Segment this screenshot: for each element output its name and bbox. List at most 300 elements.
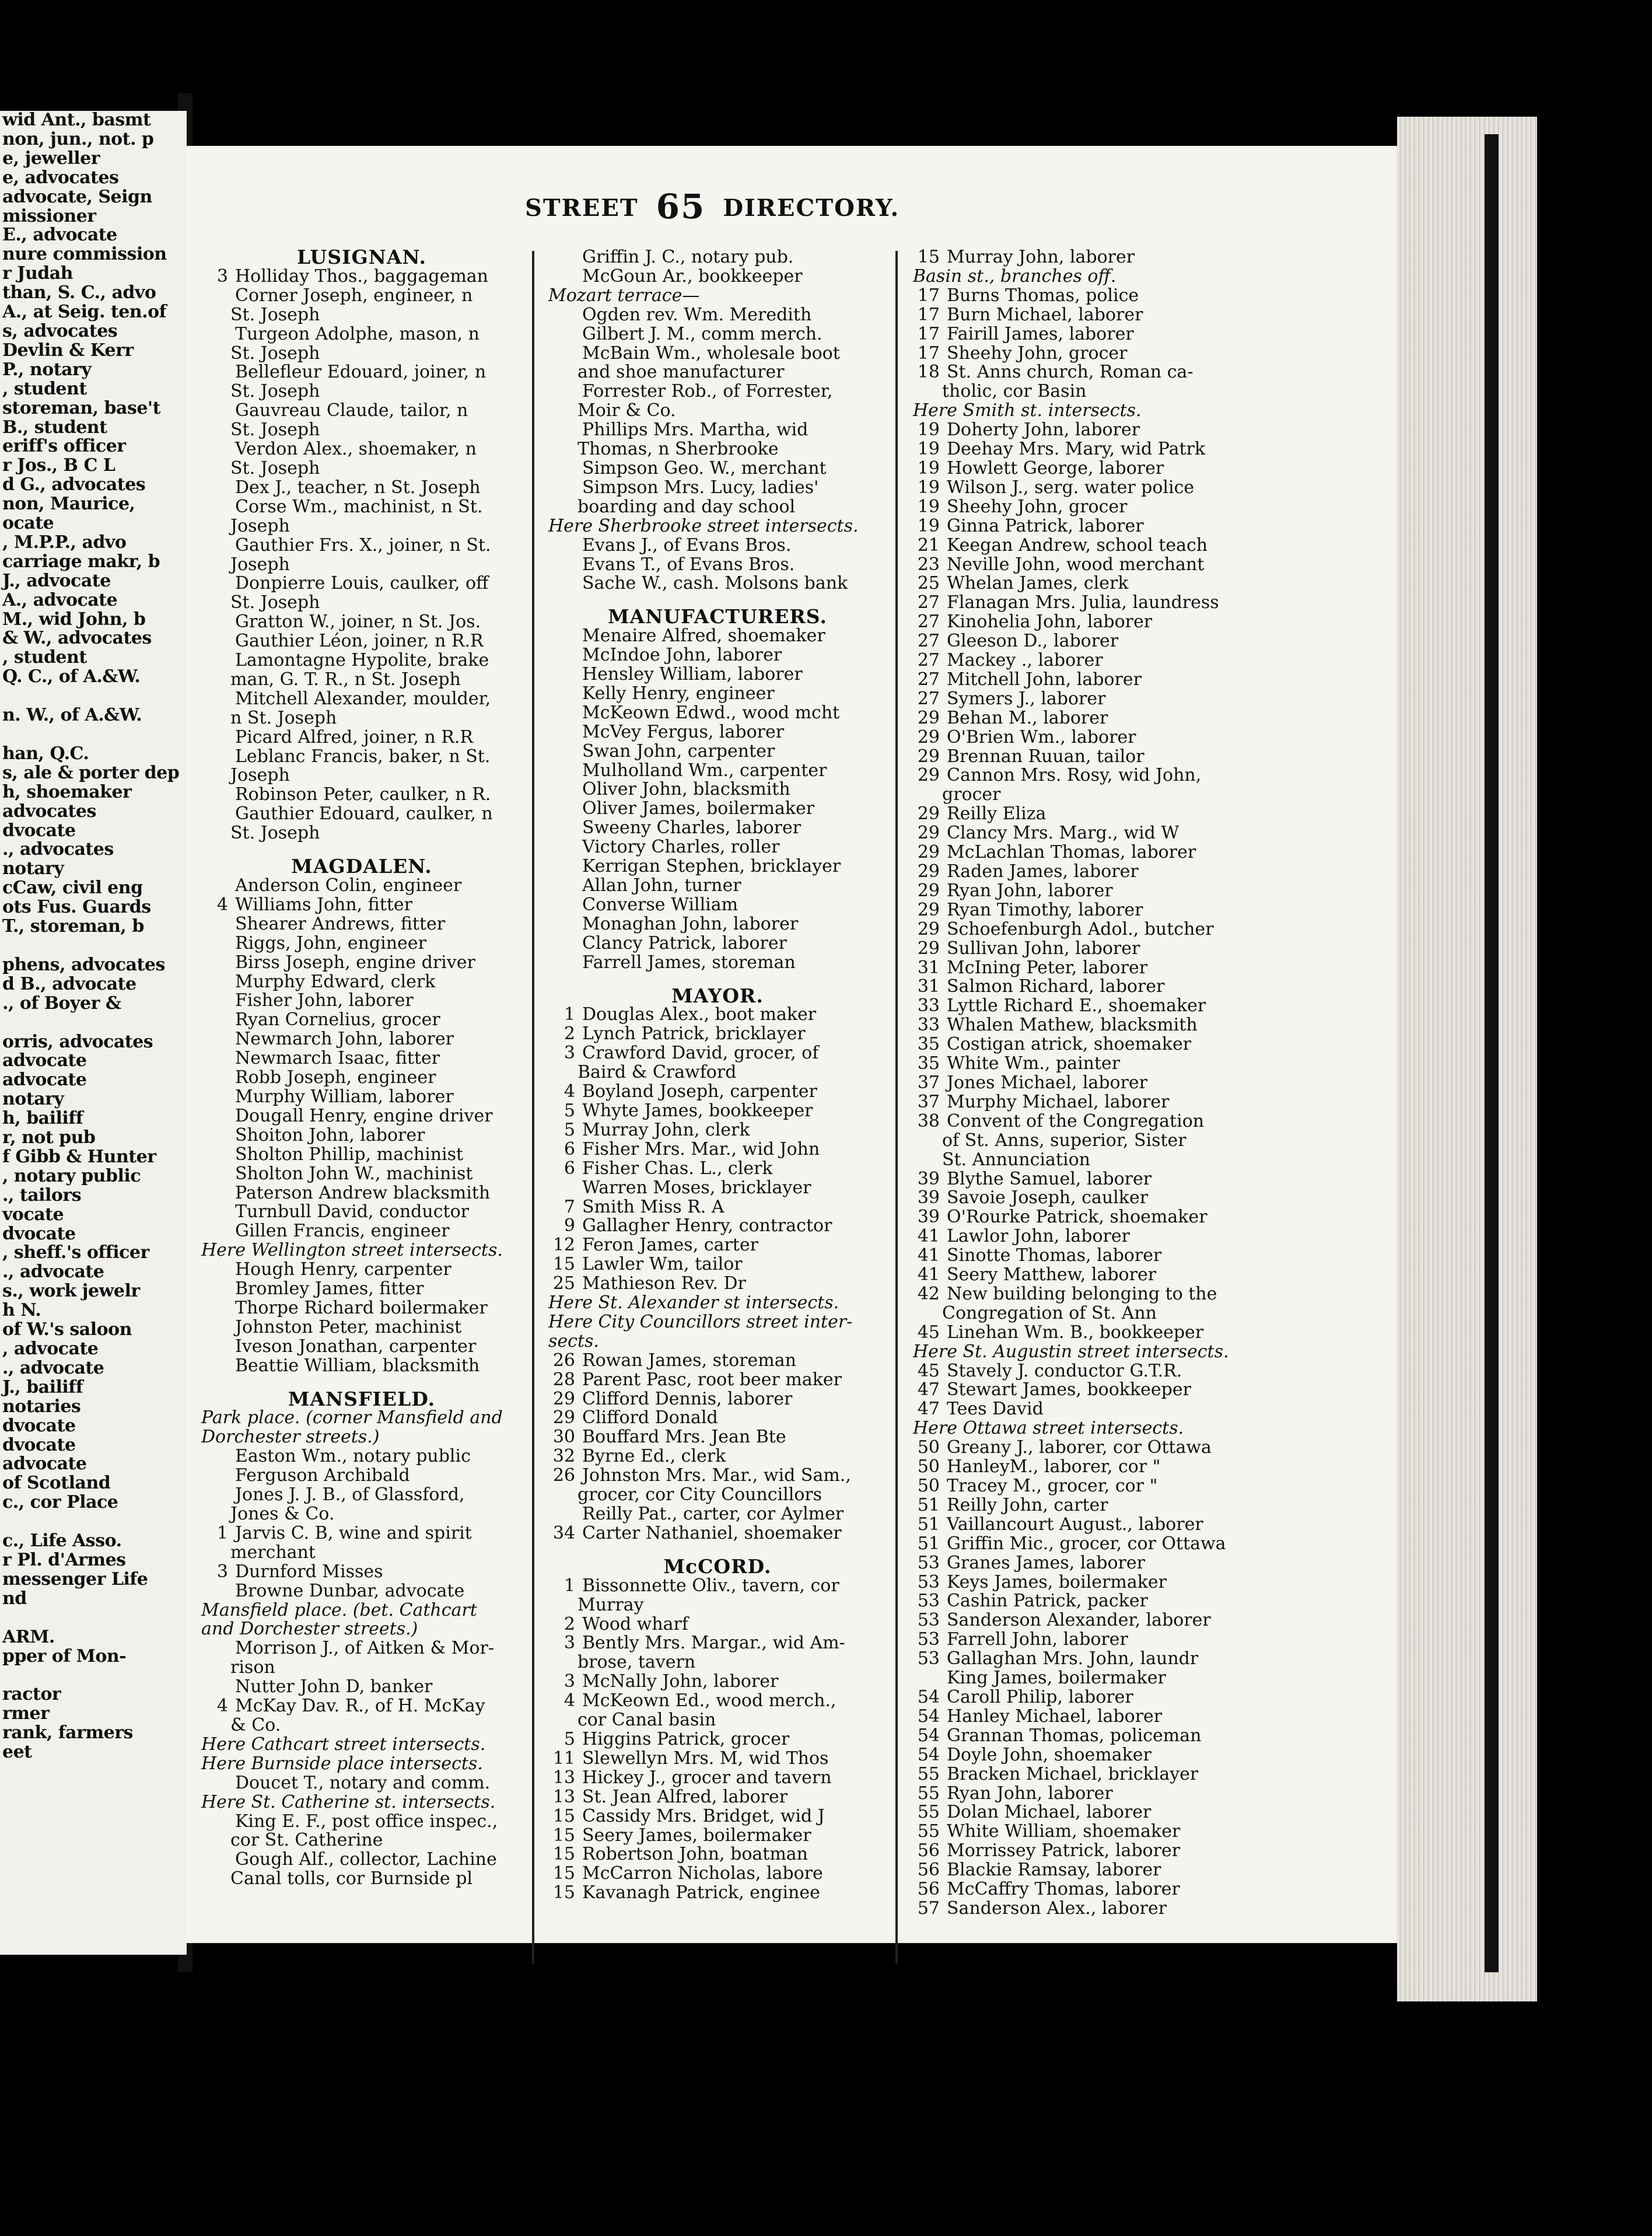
house-number: 26 — [552, 1350, 575, 1371]
entry-text: Gauvreau Claude, tailor, n — [235, 400, 468, 421]
directory-entry — [542, 421, 892, 440]
directory-entry — [542, 1672, 892, 1692]
house-number: 17 — [917, 343, 940, 364]
entry-text: Lawler Wm, tailor — [582, 1254, 743, 1275]
entry-text: Morrissey Patrick, laborer — [947, 1840, 1181, 1861]
house-number: 15 — [552, 1882, 575, 1903]
entry-text: Williams John, fitter — [235, 894, 412, 915]
house-number: 51 — [917, 1533, 940, 1554]
left-page-line: ., advocate — [2, 1357, 104, 1378]
directory-entry — [907, 1899, 1240, 1919]
directory-entry — [907, 920, 1240, 939]
directory-entry — [195, 632, 528, 651]
house-number: 15 — [917, 247, 940, 267]
left-page-line: J., advocate — [2, 570, 111, 591]
entry-text: Gleeson D., laborer — [947, 631, 1119, 652]
entry-text: Riggs, John, engineer — [235, 932, 426, 953]
entry-text: Tees David — [947, 1399, 1044, 1420]
entry-text: Kelly Henry, engineer — [582, 683, 775, 704]
house-number: 27 — [917, 631, 940, 652]
directory-entry — [542, 1179, 892, 1198]
entry-text: Lawlor John, laborer — [947, 1226, 1130, 1247]
directory-entry — [907, 1170, 1240, 1189]
entry-text: Jones J. J. B., of Glassford, — [235, 1484, 465, 1505]
intersection-note — [907, 1343, 1240, 1362]
directory-entry — [195, 1184, 528, 1203]
entry-text: Ryan Cornelius, grocer — [235, 1009, 440, 1030]
entry-text: Whyte James, bookkeeper — [582, 1100, 813, 1121]
house-number: 37 — [917, 1091, 940, 1112]
entry-text: Ryan John, laborer — [947, 880, 1113, 901]
house-number: 31 — [917, 976, 940, 997]
intersection-note — [907, 267, 1240, 287]
house-number: 29 — [917, 861, 940, 882]
directory-entry — [907, 939, 1240, 959]
directory-entry — [195, 1088, 528, 1107]
left-page-line: notary — [2, 1089, 64, 1110]
house-number: 3 — [564, 1671, 575, 1692]
left-page-line: h, bailiff — [2, 1108, 83, 1129]
left-page-line: han, Q.C. — [2, 743, 89, 764]
house-number: 2 — [564, 1023, 575, 1044]
entry-text: Browne Dunbar, advocate — [235, 1580, 465, 1601]
house-number: 53 — [917, 1571, 940, 1592]
directory-entry — [907, 1861, 1240, 1880]
street-heading: McCORD. — [663, 1554, 772, 1578]
directory-entry — [542, 1390, 892, 1409]
directory-entry — [542, 1634, 892, 1653]
entry-text: and shoe manufacturer — [578, 362, 785, 383]
directory-entry — [907, 824, 1240, 843]
left-page-line: T., storeman, b — [2, 916, 144, 937]
entry-text: Picard Alfred, joiner, n R.R — [235, 726, 474, 747]
house-number: 3 — [216, 1561, 228, 1582]
entry-text: Gough Alf., collector, Lachine — [235, 1849, 497, 1870]
left-page-line: dvocate — [2, 1434, 76, 1455]
entry-text: Simpson Mrs. Lucy, ladies' — [582, 477, 819, 498]
entry-text: Farrell James, storeman — [582, 952, 796, 973]
directory-entry — [542, 1505, 892, 1524]
entry-text: White Wm., painter — [947, 1053, 1121, 1074]
directory-entry — [907, 248, 1240, 267]
directory-entry — [907, 1246, 1240, 1266]
directory-entry — [907, 344, 1240, 364]
entry-text: Deehay Mrs. Mary, wid Patrk — [947, 439, 1206, 460]
entry-text: cor St. Catherine — [230, 1830, 383, 1851]
entry-text: Beattie William, blacksmith — [235, 1355, 480, 1376]
directory-entry — [195, 1126, 528, 1145]
entry-text: Farrell John, laborer — [947, 1629, 1128, 1650]
directory-entry — [907, 1304, 1240, 1323]
house-number: 50 — [917, 1456, 940, 1477]
directory-entry — [195, 670, 528, 690]
house-number: 9 — [564, 1215, 575, 1236]
left-page-line: r Pl. d'Armes — [2, 1549, 126, 1570]
entry-text: McIndoe John, laborer — [582, 645, 782, 666]
left-page-line: advocate — [2, 1050, 87, 1071]
directory-entry — [907, 1592, 1240, 1611]
entry-text: McNally John, laborer — [582, 1671, 779, 1692]
left-page-line: J., bailiff — [2, 1376, 83, 1398]
entry-text: Wilson J., serg. water police — [947, 477, 1195, 498]
house-number: 27 — [917, 612, 940, 633]
house-number: 35 — [917, 1053, 940, 1074]
directory-entry — [542, 363, 892, 382]
entry-text: Higgins Patrick, grocer — [582, 1728, 790, 1749]
left-page-line: missioner — [2, 205, 96, 226]
house-number: 15 — [552, 1863, 575, 1884]
directory-entry — [907, 1112, 1240, 1131]
directory-entry — [907, 805, 1240, 824]
directory-entry — [542, 306, 892, 325]
directory-entry — [907, 363, 1240, 382]
directory-entry — [907, 1630, 1240, 1650]
entry-text: Doucet T., notary and comm. — [235, 1772, 491, 1793]
left-page-line: dvocate — [2, 1223, 76, 1244]
entry-text: McKeown Edwd., wood mcht — [582, 702, 840, 723]
directory-entry — [542, 1524, 892, 1543]
entry-text: Evans J., of Evans Bros. — [582, 534, 792, 555]
directory-entry — [907, 574, 1240, 593]
left-page-line: A., advocate — [2, 589, 118, 610]
entry-text: Jarvis C. B, wine and spirit — [235, 1522, 472, 1543]
entry-text: tholic, cor Basin — [942, 381, 1087, 402]
house-number: 1 — [216, 1522, 228, 1543]
entry-text: Sanderson Alex., laborer — [947, 1898, 1167, 1919]
directory-entry — [542, 896, 892, 915]
entry-text: Reilly Eliza — [947, 803, 1046, 824]
directory-entry — [542, 1005, 892, 1025]
directory-entry — [907, 382, 1240, 401]
house-number: 39 — [917, 1187, 940, 1208]
entry-text: Whelan James, clerk — [947, 573, 1129, 594]
house-number: 29 — [917, 726, 940, 747]
entry-text: St. Joseph — [230, 381, 320, 402]
entry-text: Feron James, carter — [582, 1235, 758, 1256]
directory-entry — [195, 1697, 528, 1716]
directory-column-2 — [542, 248, 892, 1903]
entry-text: New building belonging to the — [947, 1283, 1217, 1304]
directory-entry — [907, 287, 1240, 306]
entry-text: n St. Joseph — [230, 707, 337, 728]
house-number: 39 — [917, 1168, 940, 1189]
house-number: 15 — [552, 1844, 575, 1865]
house-number: 29 — [917, 707, 940, 728]
directory-entry — [907, 690, 1240, 709]
directory-entry — [907, 1554, 1240, 1573]
entry-text: St. Annunciation — [942, 1149, 1090, 1170]
entry-text: Murray John, laborer — [947, 247, 1135, 267]
entry-text: Shearer Andrews, fitter — [235, 913, 446, 934]
entry-text: Bissonnette Oliv., tavern, cor — [582, 1575, 839, 1596]
entry-text: Baird & Crawford — [578, 1062, 737, 1083]
directory-entry — [195, 1486, 528, 1505]
directory-entry — [542, 1577, 892, 1596]
entry-text: Sanderson Alexander, laborer — [947, 1610, 1211, 1631]
entry-text: Birss Joseph, engine driver — [235, 952, 475, 973]
entry-text: Congregation of St. Ann — [942, 1302, 1157, 1323]
directory-entry — [542, 574, 892, 593]
intersection-note — [907, 1419, 1240, 1438]
directory-entry — [907, 1477, 1240, 1496]
left-page-line: s., work jewelr — [2, 1281, 140, 1302]
left-page-line: c., Life Asso. — [2, 1531, 122, 1552]
entry-text: Thomas, n Sherbrooke — [578, 439, 779, 460]
directory-entry — [542, 382, 892, 401]
directory-entry — [542, 627, 892, 646]
directory-entry — [907, 1611, 1240, 1630]
entry-text: Tracey M., grocer, cor " — [947, 1476, 1158, 1496]
entry-text: Bracken Michael, bricklayer — [947, 1763, 1199, 1784]
house-number: 55 — [917, 1802, 940, 1823]
entry-text: Shoiton John, laborer — [235, 1124, 425, 1145]
house-number: 19 — [917, 439, 940, 460]
left-page-line: eriff's officer — [2, 436, 126, 457]
entry-text: McVey Fergus, laborer — [582, 721, 785, 742]
directory-entry — [907, 651, 1240, 670]
entry-text: Here St. Alexander st intersects. — [548, 1292, 839, 1313]
entry-text: Dorchester streets.) — [201, 1427, 380, 1448]
directory-entry — [195, 973, 528, 992]
house-number: 29 — [917, 842, 940, 863]
house-number: 47 — [917, 1399, 940, 1420]
directory-entry — [907, 862, 1240, 882]
directory-entry — [907, 1727, 1240, 1746]
entry-text: Easton Wm., notary public — [235, 1446, 471, 1467]
entry-text: Clifford Donald — [582, 1407, 718, 1428]
entry-text: grocer — [942, 784, 1001, 805]
entry-text: Jones Michael, laborer — [947, 1072, 1148, 1093]
entry-text: Kerrigan Stephen, bricklayer — [582, 856, 841, 877]
entry-text: brose, tavern — [578, 1652, 696, 1673]
house-number: 5 — [564, 1119, 575, 1140]
left-page-line: Q. C., of A.&W. — [2, 666, 141, 687]
entry-text: Murphy Edward, clerk — [235, 971, 436, 992]
left-page-line: advocate — [2, 1070, 87, 1091]
directory-entry — [542, 761, 892, 781]
entry-text: Here City Councillors street inter- — [548, 1311, 853, 1332]
entry-text: sects. — [548, 1330, 599, 1351]
house-number: 29 — [552, 1407, 575, 1428]
entry-text: Lynch Patrick, bricklayer — [582, 1023, 806, 1044]
left-page-line — [0, 1609, 187, 1628]
house-number: 29 — [917, 765, 940, 786]
left-page-line: E., advocate — [2, 225, 117, 246]
directory-entry — [542, 1749, 892, 1769]
entry-text: Rowan James, storeman — [582, 1350, 796, 1371]
house-number: 55 — [917, 1821, 940, 1842]
entry-text: Lamontagne Hypolite, brake — [235, 650, 489, 671]
directory-entry — [907, 593, 1240, 613]
left-page-line: rmer — [2, 1703, 50, 1724]
entry-text: Cashin Patrick, packer — [947, 1591, 1148, 1612]
directory-entry — [542, 915, 892, 934]
directory-entry — [542, 1653, 892, 1672]
entry-text: McBain Wm., wholesale boot — [582, 343, 840, 364]
house-number: 5 — [564, 1728, 575, 1749]
directory-entry — [195, 1658, 528, 1678]
entry-text: Corner Joseph, engineer, n — [235, 285, 473, 306]
left-page-line: dvocate — [2, 820, 76, 841]
directory-entry — [195, 325, 528, 344]
directory-entry — [542, 1025, 892, 1044]
entry-text: Sholton John W., machinist — [235, 1163, 473, 1184]
entry-text: Gauthier Edouard, caulker, n — [235, 803, 493, 824]
entry-text: Gillen Francis, engineer — [235, 1221, 450, 1242]
directory-entry — [907, 959, 1240, 978]
directory-entry — [907, 440, 1240, 459]
directory-entry — [907, 1784, 1240, 1804]
directory-entry — [907, 1074, 1240, 1093]
entry-text: Newmarch Isaac, fitter — [235, 1048, 440, 1069]
directory-entry — [907, 1054, 1240, 1074]
street-heading: MANUFACTURERS. — [608, 605, 827, 628]
entry-text: Murphy William, laborer — [235, 1086, 454, 1107]
directory-entry — [907, 1285, 1240, 1304]
directory-entry — [195, 306, 528, 325]
directory-entry — [542, 1788, 892, 1807]
entry-text: Sache W., cash. Molsons bank — [582, 573, 848, 594]
house-number: 29 — [917, 803, 940, 824]
entry-text: Mansfield place. (bet. Cathcart — [201, 1599, 477, 1620]
directory-entry — [542, 1063, 892, 1082]
directory-entry — [195, 1318, 528, 1337]
entry-text: Whalen Mathew, blacksmith — [947, 1015, 1198, 1036]
left-page-line: than, S. C., advo — [2, 282, 156, 303]
directory-entry — [907, 1822, 1240, 1842]
entry-text: Monaghan John, laborer — [582, 913, 799, 934]
entry-text: Wood wharf — [582, 1613, 688, 1634]
house-number: 56 — [917, 1860, 940, 1881]
directory-entry — [195, 1447, 528, 1466]
directory-entry — [542, 1255, 892, 1274]
directory-entry — [195, 876, 528, 896]
left-page-line: phens, advocates — [2, 954, 165, 975]
entry-text: Stewart James, bookkeeper — [947, 1379, 1191, 1400]
entry-text: Dougall Henry, engine driver — [235, 1105, 493, 1126]
entry-text: Here Smith st. intersects. — [913, 400, 1142, 421]
directory-entry — [907, 325, 1240, 344]
directory-entry — [195, 555, 528, 575]
left-page-line: non, Maurice, — [2, 494, 135, 515]
entry-text: cor Canal basin — [578, 1710, 716, 1731]
left-page-line: ractor — [2, 1684, 61, 1705]
house-number: 27 — [917, 650, 940, 671]
entry-text: McCaffry Thomas, laborer — [947, 1879, 1180, 1900]
entry-text: Verdon Alex., shoemaker, n — [235, 439, 477, 460]
directory-entry — [195, 953, 528, 973]
house-number: 45 — [917, 1360, 940, 1381]
entry-text: Douglas Alex., boot maker — [582, 1004, 817, 1025]
directory-entry — [195, 1203, 528, 1222]
intersection-note — [195, 1428, 528, 1447]
directory-entry — [907, 1381, 1240, 1400]
house-number: 5 — [564, 1100, 575, 1121]
directory-entry — [542, 1121, 892, 1140]
entry-text: Johnston Mrs. Mar., wid Sam., — [582, 1465, 851, 1486]
directory-entry — [195, 1870, 528, 1889]
directory-entry — [907, 901, 1240, 920]
entry-text: McKay Dav. R., of H. McKay — [235, 1696, 485, 1717]
house-number: 37 — [917, 1072, 940, 1093]
directory-entry — [542, 953, 892, 973]
directory-entry — [907, 1189, 1240, 1208]
entry-text: Thorpe Richard boilermaker — [235, 1297, 488, 1318]
entry-text: Clancy Patrick, laborer — [582, 932, 787, 953]
directory-entry — [542, 1864, 892, 1884]
entry-text: Mozart terrace— — [548, 285, 700, 306]
house-number: 53 — [917, 1552, 940, 1573]
left-page-line: c., cor Place — [2, 1492, 118, 1513]
entry-text: Neville John, wood merchant — [947, 554, 1205, 575]
directory-entry — [907, 498, 1240, 517]
house-number: 27 — [917, 688, 940, 709]
entry-text: Hensley William, laborer — [582, 664, 803, 685]
street-heading: LUSIGNAN. — [297, 246, 426, 268]
directory-entry — [195, 344, 528, 364]
header-street: STREET — [525, 194, 639, 222]
entry-text: Durnford Misses — [235, 1561, 383, 1582]
entry-text: King E. F., post office inspec., — [235, 1811, 498, 1832]
entry-text: Here St. Catherine st. intersects. — [201, 1791, 496, 1812]
directory-entry — [907, 747, 1240, 767]
house-number: 54 — [917, 1725, 940, 1746]
left-page-line: , student — [2, 378, 87, 399]
entry-text: Oliver John, blacksmith — [582, 779, 790, 800]
entry-text: Gilbert J. M., comm merch. — [582, 323, 822, 344]
directory-entry — [195, 1049, 528, 1068]
entry-text: St. Jean Alfred, laborer — [582, 1786, 788, 1807]
entry-text: Ogden rev. Wm. Meredith — [582, 304, 812, 325]
directory-entry — [195, 1524, 528, 1543]
directory-entry — [195, 421, 528, 440]
directory-entry — [542, 1102, 892, 1121]
left-page-fragment — [0, 111, 187, 1955]
left-page-line: B., student — [2, 417, 107, 438]
entry-text: Mackey ., laborer — [947, 650, 1103, 671]
directory-entry — [195, 382, 528, 401]
left-page-line: n. W., of A.&W. — [2, 705, 142, 726]
directory-entry — [542, 819, 892, 838]
entry-text: Kavanagh Patrick, enginee — [582, 1882, 820, 1903]
directory-entry — [542, 665, 892, 684]
entry-text: Moir & Co. — [578, 400, 676, 421]
entry-text: Here Cathcart street intersects. — [201, 1734, 486, 1755]
directory-entry — [195, 1145, 528, 1165]
entry-text: and Dorchester streets.) — [201, 1619, 418, 1640]
house-number: 45 — [917, 1322, 940, 1343]
house-number: 29 — [917, 746, 940, 767]
entry-text: Boyland Joseph, carpenter — [582, 1081, 817, 1102]
entry-text: Turnbull David, conductor — [235, 1201, 469, 1222]
left-page-line: carriage makr, b — [2, 551, 160, 572]
entry-text: Donpierre Louis, caulker, off — [235, 573, 489, 594]
house-number: 13 — [552, 1767, 575, 1788]
entry-text: Slewellyn Mrs. M, wid Thos — [582, 1748, 829, 1769]
directory-entry — [195, 1107, 528, 1126]
left-page-line: wid Ant., basmt — [2, 111, 151, 130]
house-number: 29 — [917, 938, 940, 959]
house-number: 29 — [917, 880, 940, 901]
directory-entry — [195, 1299, 528, 1318]
house-number: 41 — [917, 1245, 940, 1266]
directory-entry — [195, 1774, 528, 1793]
house-number: 29 — [917, 918, 940, 939]
house-number: 54 — [917, 1686, 940, 1707]
house-number: 27 — [917, 592, 940, 613]
entry-text: Clancy Mrs. Marg., wid W — [947, 823, 1180, 844]
intersection-note — [542, 1294, 892, 1313]
